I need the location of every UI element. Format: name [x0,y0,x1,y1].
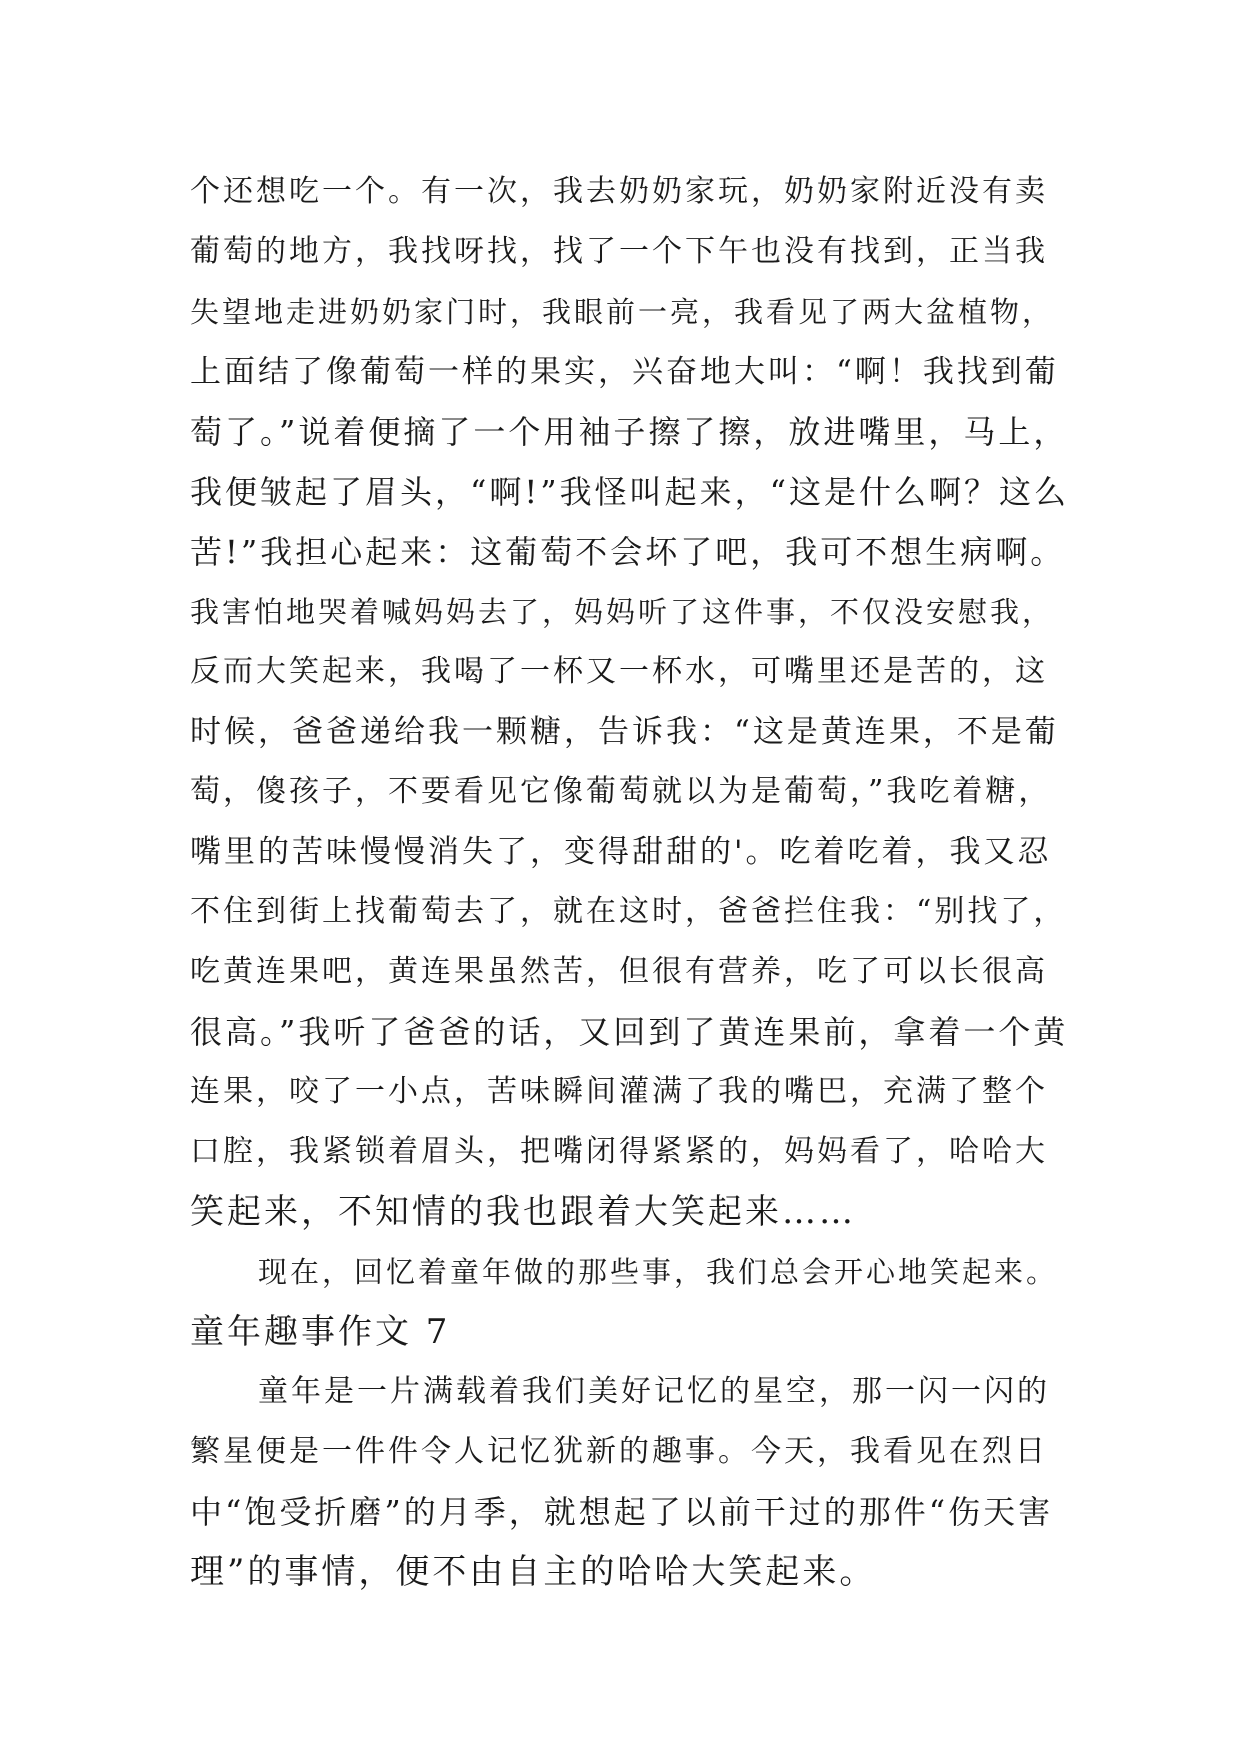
text-line: 我便皱起了眉头，“啊!”我怪叫起来，“这是什么啊？这么 [190,473,1069,511]
text-line: 口腔，我紧锁着眉头，把嘴闭得紧紧的，妈妈看了，哈哈大 [190,1134,1048,1169]
text-line: 上面结了像葡萄一样的果实，兴奋地大叫：“啊！我找到葡 [190,354,1059,390]
text-line: 笑起来，不知情的我也跟着大笑起来…… [190,1192,856,1232]
text-line: 苦!”我担心起来：这葡萄不会坏了吧，我可不想生病啊。 [190,533,1066,571]
text-line: 连果，咬了一小点，苦味瞬间灌满了我的嘴巴，充满了整个 [190,1074,1048,1109]
paragraph-first-line: 现在，回忆着童年做的那些事，我们总会开心地笑起来。 [258,1255,1059,1289]
text-line: 个还想吃一个。有一次，我去奶奶家玩，奶奶家附近没有卖 [190,174,1048,209]
text-line: 理”的事情，便不由自主的哈哈大笑起来。 [190,1552,877,1592]
text-line: 我害怕地哭着喊妈妈去了，妈妈听了这件事，不仅没安慰我， [190,595,1055,629]
text-line: 嘴里的苦味慢慢消失了，变得甜甜的'。吃着吃着，我又忍 [190,834,1052,870]
document-body [190,162,1070,1602]
text-line: 萄，傻孩子，不要看见它像葡萄就以为是葡萄，”我吃着糖， [190,774,1052,809]
text-line: 失望地走进奶奶家门时，我眼前一亮，我看见了两大盆植物， [190,295,1055,329]
text-line: 很高。”我听了爸爸的话，又回到了黄连果前，拿着一个黄 [190,1013,1069,1051]
text-line: 时候，爸爸递给我一颗糖，告诉我：“这是黄连果，不是葡 [190,714,1059,750]
paragraph-first-line: 童年是一片满载着我们美好记忆的星空，那一闪一闪的 [258,1374,1050,1409]
text-line: 繁星便是一件件令人记忆犹新的趣事。今天，我看见在烈日 [190,1434,1048,1469]
text-line: 中“饱受折磨”的月季，就想起了以前干过的那件“伤天害 [190,1493,1054,1531]
text-line: 萄了。”说着便摘了一个用袖子擦了擦，放进嘴里，马上， [190,413,1069,451]
text-line: 反而大笑起来，我喝了一杯又一杯水，可嘴里还是苦的，这 [190,654,1048,689]
text-line: 不住到街上找葡萄去了，就在这时，爸爸拦住我：“别找了， [190,894,1067,929]
text-line: 吃黄连果吧，黄连果虽然苦，但很有营养，吃了可以长很高 [190,954,1048,989]
section-heading: 童年趣事作文 7 [190,1312,451,1352]
text-line: 葡萄的地方，我找呀找，找了一个下午也没有找到，正当我 [190,234,1048,269]
